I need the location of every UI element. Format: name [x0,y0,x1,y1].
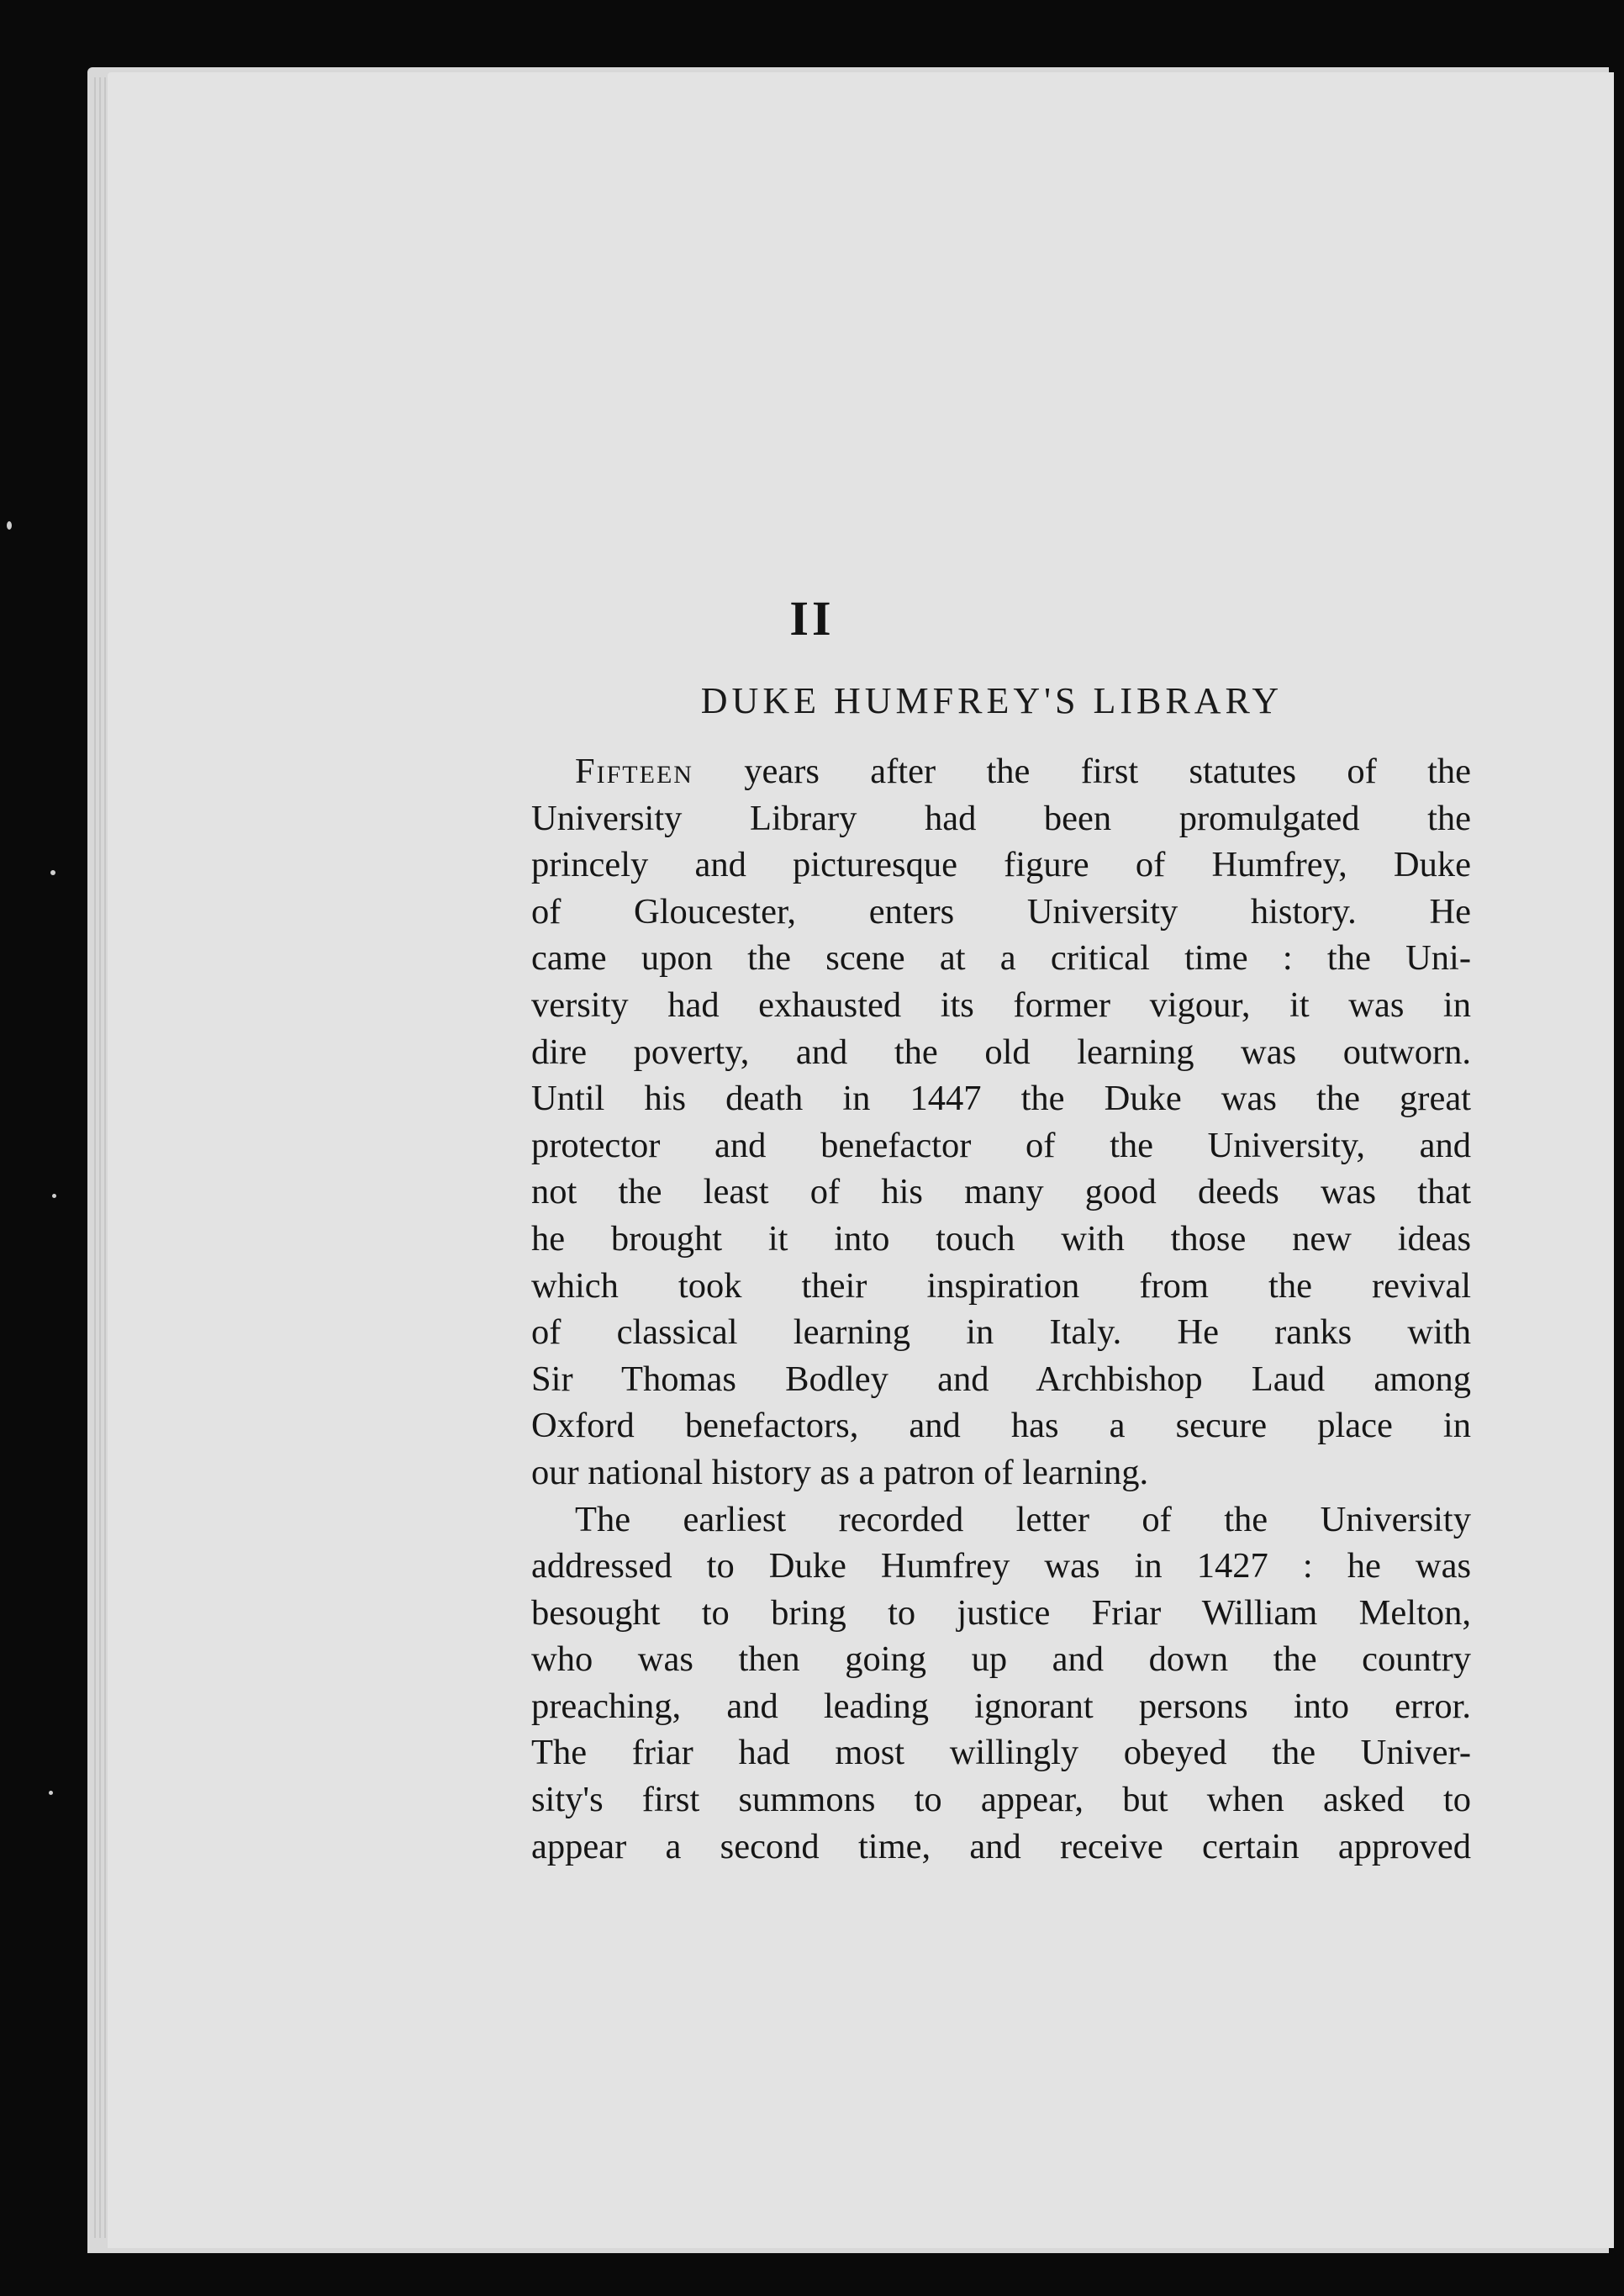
scan-speck [52,1194,56,1198]
lead-word: Fifteen [575,752,693,791]
text-line: Sir Thomas Bodley and Archbishop Laud among [531,1359,1471,1399]
text-line: he brought it into touch with those new ideas [531,1218,1471,1259]
text-line: preaching, and leading ignorant persons into error. [531,1686,1471,1726]
scan-speck [49,1791,53,1795]
text-line: The earliest recorded letter of the University [575,1499,1471,1539]
text-line: came upon the scene at a critical time : the Uni- [531,938,1471,979]
chapter-title: DUKE HUMFREY'S LIBRARY [700,680,1284,721]
text-line: who was then going up and down the country [531,1639,1471,1680]
text-line: Oxford benefactors, and has a secure place in [531,1406,1471,1446]
text-line: not the least of his many good deeds was that [531,1172,1471,1212]
chapter-number: II [789,591,835,646]
text-line: of Gloucester, enters University history. He [531,891,1471,932]
page-edge [104,77,106,2238]
text-line: appear a second time, and receive certain approved [531,1826,1471,1866]
text-line: University Library had been promulgated the [531,798,1471,838]
text-line: princely and picturesque figure of Humfrey, Duke [531,845,1471,885]
text-line: addressed to Duke Humfrey was in 1427 : he was [531,1546,1471,1586]
scan-speck [7,521,12,530]
text-line: our national history as a patron of learning. [531,1452,1149,1492]
text-line: dire poverty, and the old learning was outworn. [531,1032,1471,1072]
scan-speck [50,870,55,875]
text-line: The friar had most willingly obeyed the Univer- [531,1733,1471,1773]
text-line: besought to bring to justice Friar William Melton, [531,1592,1471,1633]
body-text [531,748,1471,1870]
page-edge [99,77,101,2238]
text-line: Fifteen years after the first statutes of the [575,752,1471,791]
text-line: which took their inspiration from the revival [531,1265,1471,1306]
text-line: versity had exhausted its former vigour, it was in [531,984,1471,1025]
text-line: of classical learning in Italy. He ranks with [531,1312,1471,1353]
page-edge [94,77,96,2238]
text-line: protector and benefactor of the University, and [531,1125,1471,1165]
text-line: Until his death in 1447 the Duke was the great [531,1079,1471,1119]
text-line: sity's first summons to appear, but when asked to [531,1780,1471,1820]
